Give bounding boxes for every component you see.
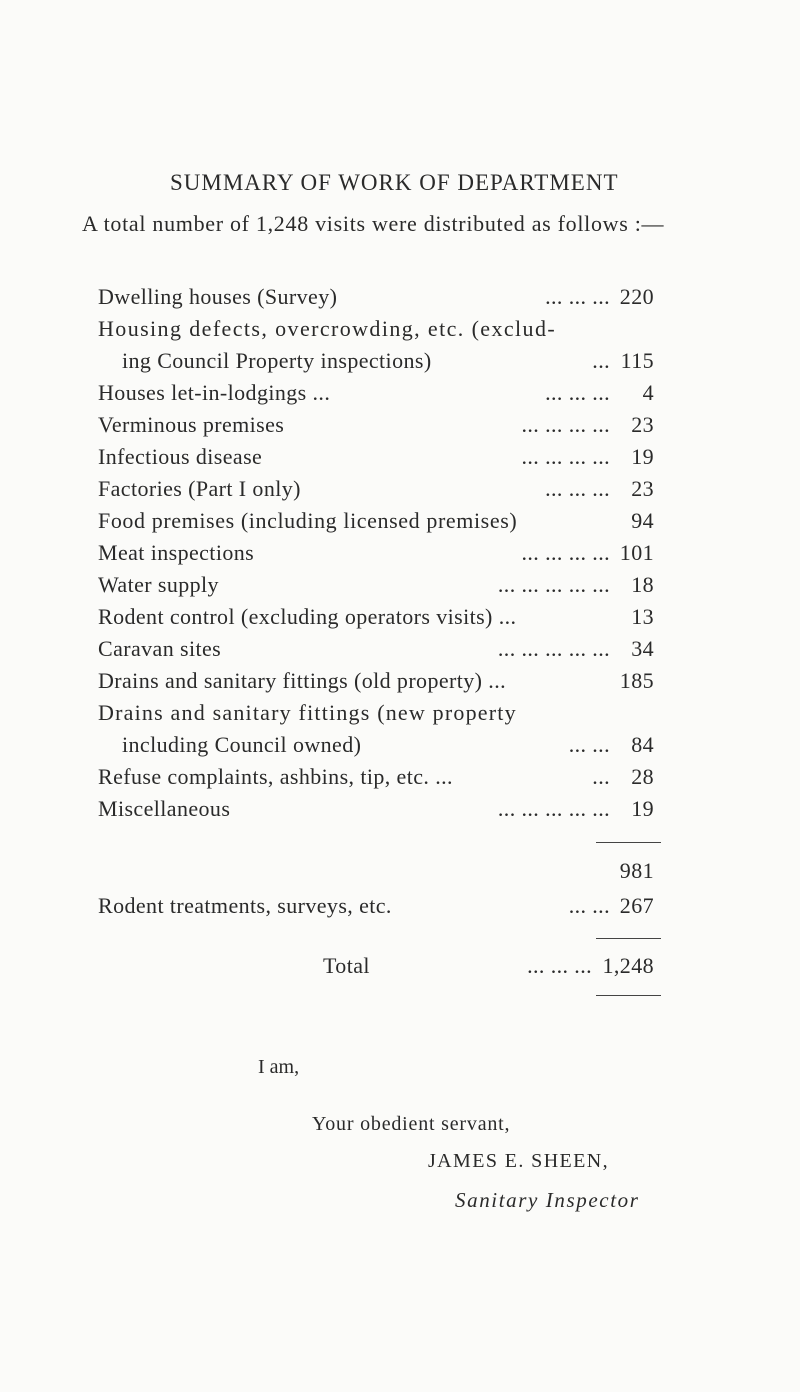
item-value: 28 bbox=[631, 764, 654, 789]
item-label: Drains and sanitary fittings (new property bbox=[98, 700, 517, 725]
item-label: Verminous premises bbox=[98, 412, 285, 437]
item-value: 101 bbox=[619, 540, 654, 565]
item-leader: ... ... ... ... ... bbox=[497, 572, 610, 597]
rodent-treatments-value: 267 bbox=[619, 893, 654, 918]
item-label: Refuse complaints, ashbins, tip, etc. ... bbox=[98, 764, 453, 789]
rodent-treatments-label: Rodent treatments, surveys, etc. bbox=[98, 893, 392, 918]
total-rule-top bbox=[596, 938, 661, 939]
item-leader: ... ... ... ... ... bbox=[497, 796, 610, 821]
subtotal-value: 981 bbox=[619, 858, 654, 883]
item-label: Food premises (including licensed premises) bbox=[98, 508, 518, 533]
item-label: Rodent control (excluding operators visits) ... bbox=[98, 604, 517, 629]
item-value: 23 bbox=[631, 412, 654, 437]
item-value: 34 bbox=[631, 636, 654, 661]
page-title: SUMMARY OF WORK OF DEPARTMENT bbox=[170, 170, 619, 195]
list-item bbox=[0, 700, 800, 732]
item-value: 115 bbox=[620, 348, 654, 373]
subtotal-row bbox=[0, 858, 800, 890]
subtotal-rule bbox=[596, 842, 661, 843]
item-leader: ... ... ... bbox=[545, 380, 610, 405]
item-label: Infectious disease bbox=[98, 444, 263, 469]
item-leader: ... ... ... ... bbox=[521, 412, 610, 437]
item-leader: ... ... ... ... bbox=[521, 444, 610, 469]
list-item bbox=[0, 412, 800, 444]
item-leader: ... ... ... bbox=[545, 476, 610, 501]
item-label: Housing defects, overcrowding, etc. (exclud- bbox=[98, 316, 557, 341]
list-item bbox=[0, 540, 800, 572]
rodent-treatments-leader: ... ... bbox=[568, 893, 610, 918]
item-label: Dwelling houses (Survey) bbox=[98, 284, 338, 309]
item-leader: ... bbox=[592, 348, 610, 373]
list-item bbox=[0, 732, 800, 764]
total-row bbox=[0, 953, 800, 985]
item-label: Houses let-in-lodgings ... bbox=[98, 380, 331, 405]
item-value: 220 bbox=[619, 284, 654, 309]
item-label: ing Council Property inspections) bbox=[122, 348, 432, 373]
item-leader: ... ... ... bbox=[545, 284, 610, 309]
list-item bbox=[0, 444, 800, 476]
item-label: Water supply bbox=[98, 572, 219, 597]
item-leader: ... ... ... ... ... bbox=[497, 636, 610, 661]
item-label: including Council owned) bbox=[122, 732, 362, 757]
closing-line: I am, bbox=[258, 1056, 300, 1078]
item-label: Drains and sanitary fittings (old property) ... bbox=[98, 668, 506, 693]
total-label: Total bbox=[323, 953, 370, 978]
intro-text: A total number of 1,248 visits were distributed as follows :— bbox=[82, 211, 665, 236]
total-rule-bottom bbox=[596, 995, 661, 996]
rodent-treatments-row bbox=[0, 893, 800, 925]
item-value: 4 bbox=[642, 380, 654, 405]
item-value: 94 bbox=[631, 508, 654, 533]
item-value: 18 bbox=[631, 572, 654, 597]
signatory-name: JAMES E. SHEEN, bbox=[428, 1150, 610, 1172]
signatory-position: Sanitary Inspector bbox=[455, 1188, 640, 1212]
item-leader: ... ... ... ... bbox=[521, 540, 610, 565]
item-label: Caravan sites bbox=[98, 636, 222, 661]
item-value: 84 bbox=[631, 732, 654, 757]
closing-servant: Your obedient servant, bbox=[312, 1113, 511, 1135]
item-value: 13 bbox=[631, 604, 654, 629]
total-leader: ... ... ... bbox=[527, 953, 592, 978]
list-item bbox=[0, 764, 800, 796]
list-item bbox=[0, 380, 800, 412]
item-label: Meat inspections bbox=[98, 540, 255, 565]
list-item bbox=[0, 316, 800, 348]
item-value: 19 bbox=[631, 444, 654, 469]
list-item bbox=[0, 604, 800, 636]
list-item bbox=[0, 508, 800, 540]
list-item bbox=[0, 284, 800, 316]
list-item bbox=[0, 348, 800, 380]
list-item bbox=[0, 636, 800, 668]
item-value: 19 bbox=[631, 796, 654, 821]
item-value: 185 bbox=[619, 668, 654, 693]
list-item bbox=[0, 796, 800, 828]
list-item bbox=[0, 668, 800, 700]
total-value: 1,248 bbox=[602, 953, 654, 978]
list-item bbox=[0, 572, 800, 604]
list-item bbox=[0, 476, 800, 508]
item-leader: ... ... bbox=[568, 732, 610, 757]
item-value: 23 bbox=[631, 476, 654, 501]
item-label: Miscellaneous bbox=[98, 796, 231, 821]
item-label: Factories (Part I only) bbox=[98, 476, 301, 501]
item-leader: ... bbox=[592, 764, 610, 789]
